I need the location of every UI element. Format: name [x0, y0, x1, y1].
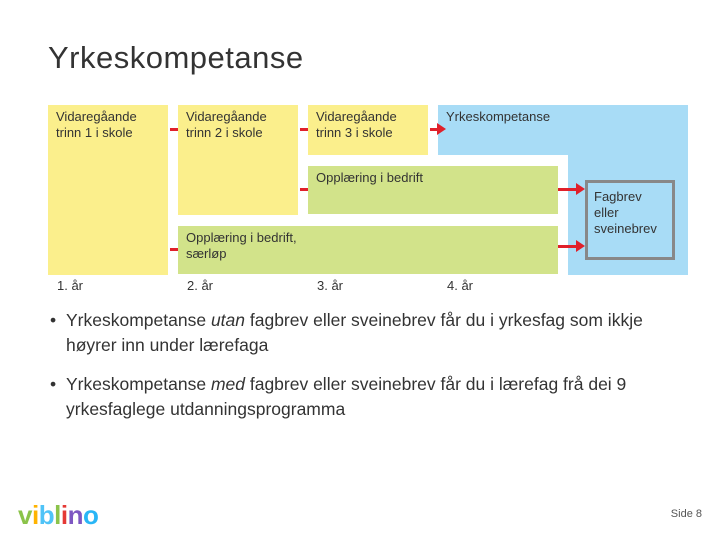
arrow-saerlop-fagbrev [558, 245, 576, 248]
logo-letter: o [82, 500, 99, 530]
bullet-item [48, 308, 688, 358]
logo-letter: b [38, 500, 55, 530]
logo-letter: l [54, 500, 61, 530]
bullet-text: fagbrev eller sveinebrev får du i lærefag frå dei 9 yrkesfaglege utdanningsprogramma [66, 374, 627, 419]
bullet-list [48, 308, 688, 436]
bullet-text: Yrkeskompetanse [66, 310, 211, 330]
fagbrev-box [585, 180, 675, 260]
bullet-dot: • [50, 374, 57, 394]
opplaering-box [308, 166, 558, 214]
page-number: Side 8 [670, 508, 702, 520]
opplaering-saerlop-box [178, 226, 558, 274]
yrkeskompetanse-label: Yrkeskompetanse [446, 109, 551, 124]
vg1-box [48, 105, 168, 275]
logo-letter: n [67, 500, 83, 530]
arrow-head-vg3 [437, 123, 446, 135]
year-label-4: 4. år [447, 278, 474, 293]
vg1-label: Vidaregåande trinn 1 i skole [56, 109, 137, 140]
bullet-emphasis: med [210, 374, 245, 394]
bullet-text: Yrkeskompetanse [66, 374, 211, 394]
vg2-box [178, 105, 298, 215]
connector-vg2-opplaering [300, 188, 308, 191]
logo-letter: i [31, 500, 39, 530]
vg2-label: Vidaregåande trinn 2 i skole [186, 109, 267, 140]
fagbrev-label: Fagbrev eller sveinebrev [594, 189, 657, 236]
connector-vg1-saerlop [170, 248, 178, 251]
viblino-logo [18, 500, 98, 531]
opplaering-saerlop-label: Opplæring i bedrift, særløp [186, 230, 297, 261]
arrow-head-saerlop [576, 240, 585, 252]
bullet-dot: • [50, 310, 57, 330]
logo-letter: v [18, 500, 32, 530]
bullet-text: fagbrev eller sveinebrev får du i yrkesfag som ikkje høyrer inn under lærefaga [66, 310, 643, 355]
year-label-2: 2. år [187, 278, 214, 293]
opplaering-label: Opplæring i bedrift [316, 170, 423, 185]
arrow-opplaering-fagbrev [558, 188, 576, 191]
arrow-head-opplaering [576, 183, 585, 195]
year-label-3: 3. år [317, 278, 344, 293]
vg3-box [308, 105, 428, 155]
vg3-label: Vidaregåande trinn 3 i skole [316, 109, 397, 140]
page-title: Yrkeskompetanse [48, 40, 304, 75]
bullet-item [48, 372, 688, 422]
logo-letter: i [60, 500, 68, 530]
yrkeskompetanse-box [438, 105, 688, 155]
connector-vg2-vg3 [300, 128, 308, 131]
year-label-1: 1. år [57, 278, 84, 293]
bullet-emphasis: utan [210, 310, 245, 330]
connector-vg1-vg2 [170, 128, 178, 131]
